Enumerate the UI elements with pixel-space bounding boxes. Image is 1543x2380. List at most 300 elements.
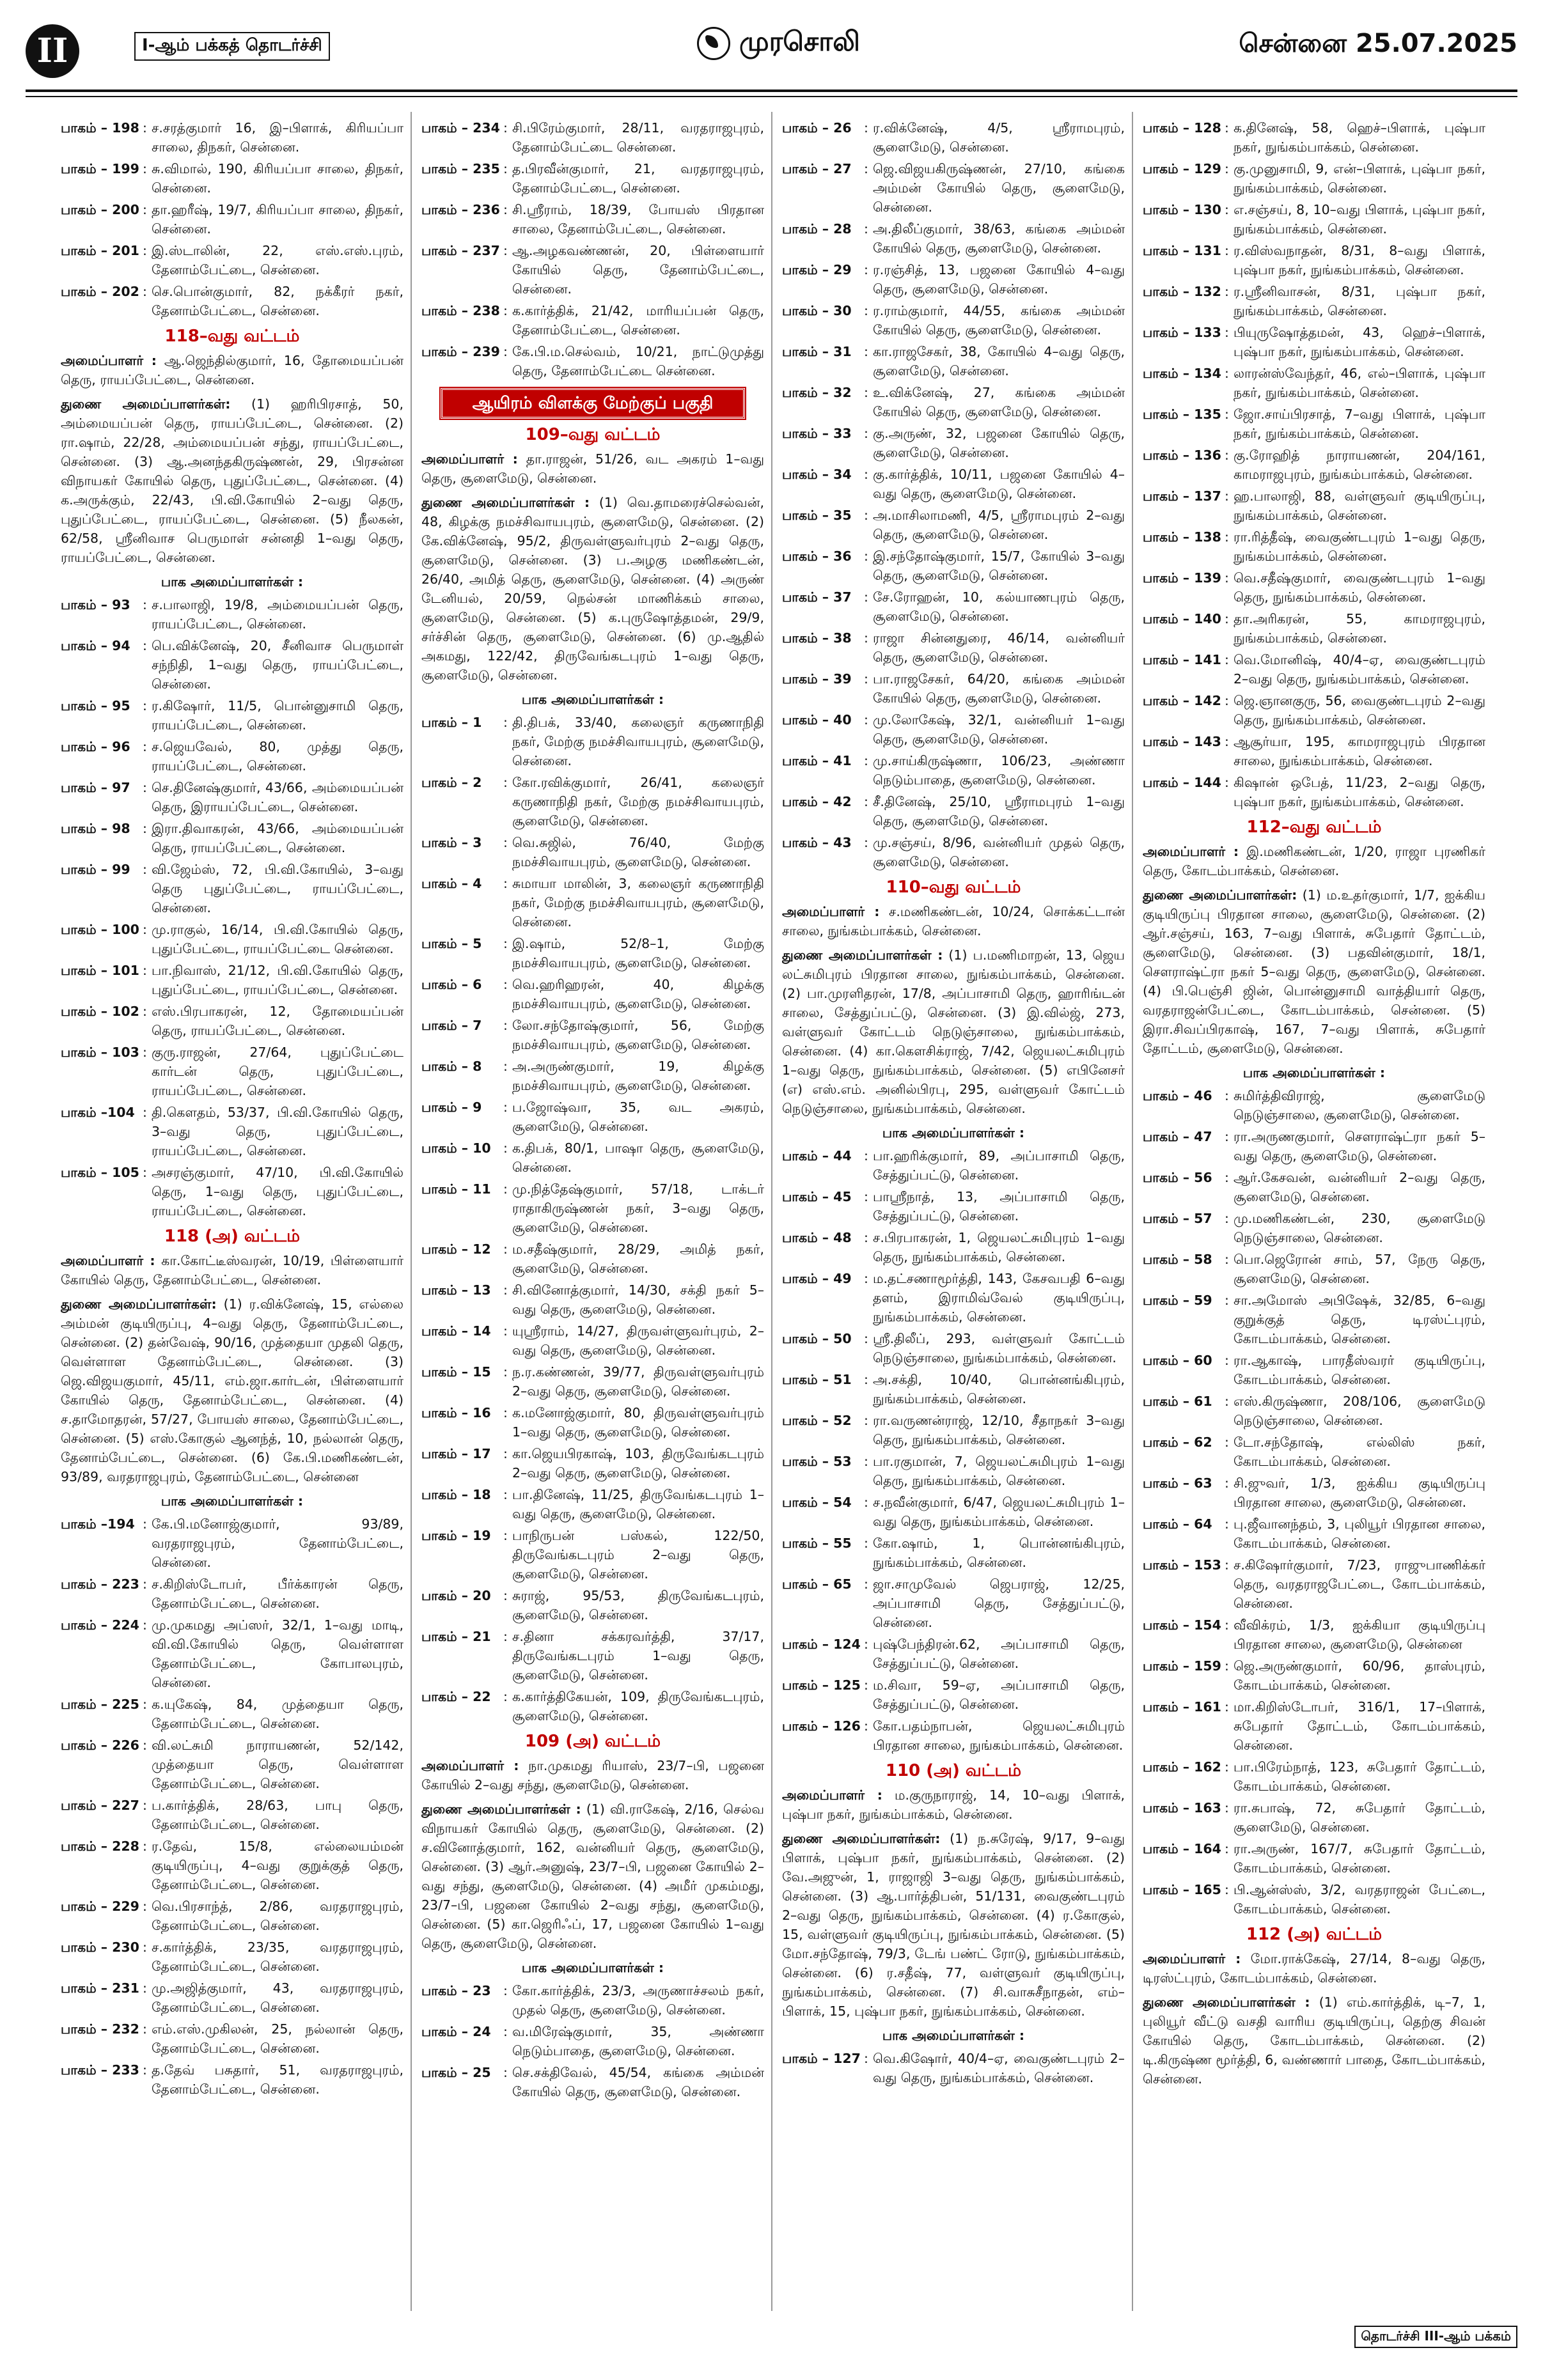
booth-entry	[782, 301, 1125, 339]
booth-organiser: க.யுகேஷ், 84, முத்தையா தெரு, தேனாம்பேட்டை, சென்னை.	[152, 1697, 403, 1731]
booth-entry	[782, 2049, 1125, 2087]
booth-number: பாகம் – 41	[782, 753, 852, 768]
booth-entry	[782, 751, 1125, 789]
booth-number: பாகம் – 30	[782, 303, 852, 318]
booth-entry	[421, 1179, 764, 1237]
organiser-paragraph	[1143, 1949, 1485, 1987]
booth-organiser: மு.லோகேஷ், 32/1, வன்னியர் 1–வது தெரு, சூளைமேடு, சென்னை.	[873, 712, 1125, 747]
booth-number: பாகம் – 162	[1143, 1759, 1221, 1775]
ward-heading: 110 (அ) வட்டம்	[885, 1761, 1022, 1780]
booth-number: பாகம் – 62	[1143, 1435, 1212, 1450]
newspaper-title	[697, 26, 860, 61]
subheading: பாக அமைப்பாளர்கள் :	[882, 2028, 1025, 2043]
separator-colon: :	[864, 1718, 868, 1734]
separator-colon: :	[143, 1738, 147, 1753]
separator-colon: :	[503, 344, 508, 359]
booth-entry	[61, 737, 403, 775]
separator-colon: :	[864, 1637, 868, 1652]
booth-number: பாகம் – 42	[782, 794, 852, 809]
booth-organiser: கு.அருண், 32, பஜனை கோயில் தெரு, சூளைமேடு, சென்னை.	[873, 426, 1125, 460]
separator-colon: :	[143, 1899, 147, 1914]
ward-heading: 112 (அ) வட்டம்	[1246, 1925, 1382, 1944]
organiser-paragraph	[61, 1295, 403, 1486]
booth-organiser: கு.கார்த்திக், 10/11, பஜனை கோயில் 4–வது தெரு, சூளைமேடு, சென்னை.	[873, 467, 1125, 501]
booth-entry	[1143, 1433, 1485, 1471]
booth-organiser: ர.விக்னேஷ், 4/5, ஸ்ரீராமபுரம், சூளைமேடு, சென்னை.	[873, 120, 1125, 155]
booth-number: பாகம் – 161	[1143, 1699, 1221, 1715]
booth-organiser: தி.திபக், 33/40, கலைஞர் கருணாநிதி நகர், மேற்கு நமச்சிவாயபுரம், சூளைமேடு, சென்னை.	[512, 715, 764, 768]
booth-number: பாகம் – 125	[782, 1677, 861, 1693]
booth-number: பாகம் – 239	[421, 344, 500, 359]
booth-organiser: பி.ஆன்ஸ்ஸ், 3/2, வரதராஜன் பேட்டை, கோடம்பாக்கம், சென்னை.	[1234, 1882, 1485, 1917]
booth-entry	[1143, 1250, 1485, 1288]
role-details: (1) வெ.தாமரைச்செல்வன், 48, கிழக்கு நமச்சிவாயபுரம், சூளைமேடு, சென்னை. (2) கே.விக்னேஷ், 95/2, திருவள்ளுவர்புரம் 2–வது தெரு, சூளைமேடு, சென்னை. (3) ப.அழகு மணிகண்டன், 26/40, அமித் தெரு, சூளைமேடு, சென்னை. (4) அருண் டேனியல், 20/59, நெல்சன் மாணிக்கம் சாலை, சூளைமேடு, சென்னை. (5) க.புருஷோத்தமன், 29/9, சர்ச்சின் தெரு, சூளைமேடு, சென்னை. (6) மு.ஆதில் அகமது, 122/42, திருவேங்கடபுரம் 1–வது தெரு, சூளைமேடு, சென்னை.	[421, 495, 764, 683]
booth-organiser: ம.சிவா, 59–ஏ, அப்பாசாமி தெரு, சேத்துப்பட்டு, சென்னை.	[873, 1677, 1125, 1712]
booth-entry	[61, 118, 403, 157]
booth-entry	[782, 424, 1125, 462]
booth-entry	[61, 696, 403, 735]
booth-number: பாகம் – 19	[421, 1528, 491, 1543]
booth-organiser: ஜோ.சாய்பிரசாத், 7–வது பிளாக், புஷ்பா நகர், நுங்கம்பாக்கம், சென்னை.	[1234, 407, 1485, 441]
booth-entry	[61, 1695, 403, 1733]
booth-entry	[421, 833, 764, 871]
booth-entry	[782, 219, 1125, 258]
newspaper-logo-icon	[697, 27, 730, 60]
booth-organiser: மா.கிறிஸ்டோபர், 316/1, 17–பிளாக், சுபேதார் தோட்டம், கோடம்பாக்கம், சென்னை.	[1234, 1699, 1485, 1753]
booth-entry	[782, 260, 1125, 299]
booth-number: பாகம் – 97	[61, 780, 130, 795]
booth-entry	[1143, 241, 1485, 279]
separator-colon: :	[1225, 775, 1229, 790]
booth-entry	[782, 710, 1125, 749]
separator-colon: :	[143, 1045, 147, 1060]
booth-organiser: ஹ.பாலாஜி, 88, வள்ளுவர் குடியிருப்பு, நுங்கம்பாக்கம், சென்னை.	[1234, 488, 1485, 523]
booth-organiser: க.தினேஷ், 58, ஹெச்–பிளாக், புஷ்பா நகர், நுங்கம்பாக்கம், சென்னை.	[1234, 120, 1485, 155]
booth-number: பாகம் – 23	[421, 1983, 491, 1998]
booth-organiser: வ.மிரேஷ்குமார், 35, அண்ணா நெடும்பாதை, சூளைமேடு, சென்னை.	[512, 2024, 764, 2058]
separator-colon: :	[503, 1181, 508, 1197]
separator-colon: :	[1225, 161, 1229, 176]
booth-organiser: எ.சஞ்சய், 8, 10–வது பிளாக், புஷ்பா நகர், நுங்கம்பாக்கம், சென்னை.	[1234, 202, 1485, 237]
role-label: அமைப்பாளர் :	[421, 1758, 519, 1773]
booth-number: பாகம் – 131	[1143, 243, 1221, 258]
separator-colon: :	[1225, 1557, 1229, 1573]
booth-organiser: ப.ஜோஷ்வா, 35, வட அகரம், சூளைமேடு, சென்னை.	[512, 1100, 764, 1134]
booth-number: பாகம் – 46	[1143, 1088, 1212, 1103]
role-details: நா.முகமது ரியாஸ், 23/7–பி, பஜனை கோயில் 2–வது சந்து, சூளைமேடு, சென்னை.	[421, 1758, 764, 1793]
role-details: (1) ப.மணிமாறன், 13, ஜெய லட்சுமிபுரம் பிரதான சாலை, நுங்கம்பாக்கம், சென்னை. (2) பா.முரளிதரன், 17/8, அப்பாசாமி தெரு, ஹாரிங்டன் சாலை, சேத்துப்பட்டு, சென்னை. (3) இ.வில்ஜ், 273, வள்ளுவர் கோட்டம் நெடுஞ்சாலை, நுங்கம்பாக்கம், சென்னை. (4) கா.கௌசிக்ராஜ், 7/42, ஜெயலட்சுமிபுரம் 1–வது தெரு, நுங்கம்பாக்கம், சென்னை. (5) எபினேசர் (எ) எஸ்.எம். அனில்பிரபு, 295, வள்ளுவர் கோட்டம் நெடுஞ்சாலை, நுங்கம்பாக்கம், சென்னை.	[782, 947, 1125, 1116]
booth-entry	[1143, 691, 1485, 729]
booth-entry	[1143, 568, 1485, 607]
booth-entry	[421, 118, 764, 157]
booth-organiser: கோ.கார்த்திக், 23/3, அருணாச்சலம் நகர், முதல் தெரு, சூளைமேடு, சென்னை.	[512, 1983, 764, 2018]
separator-colon: :	[143, 243, 147, 258]
booth-organiser: கிஷான் ஒபேத், 11/23, 2–வது தெரு, புஷ்பா நகர், நுங்கம்பாக்கம், சென்னை.	[1234, 775, 1485, 809]
role-details: (1) ஹரிபிரசாத், 50, அம்மையப்பன் தெரு, ராயப்பேட்டை, சென்னை. (2) ரா.ஷாம், 22/28, அம்மையப்பன் சந்து, ராயப்பேட்டை, சென்னை. (3) ஆ.அனந்தகிருஷ்ணன், 29, பிரசன்ன விநாயகர் கோயில் தெரு, புதுப்பேட்டை, சென்னை. (4) க.அருக்கும், 22/43, பி.வி.கோயில் 2–வது தெரு, புதுப்பேட்டை, ராயப்பேட்டை, சென்னை. (5) நீலகன், 62/58, ஸ்ரீனிவாச பெருமாள் சன்னதி 1–வது தெரு, ராயப்பேட்டை, சென்னை.	[61, 396, 403, 565]
booth-entry	[61, 241, 403, 279]
booth-entry	[1143, 1474, 1485, 1512]
booth-entry	[61, 159, 403, 198]
booth-organiser: உ.விக்னேஷ், 27, கங்கை அம்மன் கோயில் தெரு, சூளைமேடு, சென்னை.	[873, 385, 1125, 419]
booth-organiser: லோ.சந்தோஷ்குமார், 56, மேற்கு நமச்சிவாயபுரம், சூளைமேடு, சென்னை.	[512, 1018, 764, 1052]
role-label: அமைப்பாளர் :	[61, 1253, 155, 1268]
booth-number: பாகம் – 26	[782, 120, 852, 136]
booth-entry	[61, 1043, 403, 1100]
separator-colon: :	[143, 1798, 147, 1813]
booth-number: பாகம் – 32	[782, 385, 852, 400]
booth-entry	[782, 1575, 1125, 1632]
separator-colon: :	[503, 1446, 508, 1461]
booth-entry	[61, 1575, 403, 1613]
booth-organiser: பா.தினேஷ், 11/25, திருவேங்கடபுரம் 1–வது தெரு, சூளைமேடு, சென்னை.	[512, 1487, 764, 1521]
separator-colon: :	[1225, 1658, 1229, 1674]
booth-organiser: வெ.மோனிஷ், 40/4–ஏ, வைகுண்டபுரம் 2–வது தெரு, நுங்கம்பாக்கம், சென்னை.	[1234, 652, 1485, 687]
booth-number: பாகம் – 43	[782, 835, 852, 850]
booth-entry	[61, 1979, 403, 2017]
separator-colon: :	[1225, 1475, 1229, 1491]
separator-colon: :	[143, 1980, 147, 1996]
booth-organiser: ரா.அருண், 167/7, சுபேதார் தோட்டம், கோடம்பாக்கம், சென்னை.	[1234, 1841, 1485, 1876]
booth-organiser: ப.கார்த்திக், 28/63, பாபு தெரு, தேனாம்பேட்டை, சென்னை.	[152, 1798, 403, 1832]
separator-colon: :	[143, 1617, 147, 1633]
booth-entry	[1143, 405, 1485, 443]
booth-entry	[782, 1187, 1125, 1225]
separator-colon: :	[503, 1241, 508, 1257]
booth-organiser: பெ.விக்னேஷ், 20, சீனிவாச பெருமாள் சந்நிதி, 1–வது தெரு, ராயப்பேட்டை, சென்னை.	[152, 638, 403, 692]
booth-number: பாகம் – 126	[782, 1718, 861, 1734]
separator-colon: :	[503, 1364, 508, 1380]
separator-colon: :	[864, 1331, 868, 1346]
separator-colon: :	[1225, 447, 1229, 463]
subheading: பாக அமைப்பாளர்கள் :	[1242, 1065, 1386, 1080]
booth-organiser: ரா.ரித்தீஷ், வைகுண்டபுரம் 1–வது தெரு, நுங்கம்பாக்கம், சென்னை.	[1234, 529, 1485, 564]
separator-colon: :	[1225, 488, 1229, 504]
separator-colon: :	[864, 589, 868, 605]
booth-number: பாகம் – 129	[1143, 161, 1221, 176]
booth-number: பாகம் – 103	[61, 1045, 139, 1060]
separator-colon: :	[864, 221, 868, 237]
booth-organiser: பாநிருபன் பஸ்கல், 122/50, திருவேங்கடபுரம் 2–வது தெரு, சூளைமேடு, சென்னை.	[512, 1528, 764, 1582]
booth-entry	[421, 1016, 764, 1054]
booth-entry	[421, 713, 764, 770]
separator-colon: :	[503, 161, 508, 176]
ward-heading: 109 (அ) வட்டம்	[524, 1732, 661, 1751]
booth-number: பாகம் – 159	[1143, 1658, 1221, 1674]
booth-organiser: லாரன்ஸ்வேந்தர், 46, எல்–பிளாக், புஷ்பா நகர், நுங்கம்பாக்கம், சென்னை.	[1234, 366, 1485, 400]
booth-number: பாகம் – 138	[1143, 529, 1221, 545]
booth-organiser: ச.நவீன்குமார், 6/47, ஜெயலட்சுமிபுரம் 1–வது தெரு, நுங்கம்பாக்கம், சென்னை.	[873, 1495, 1125, 1529]
booth-entry	[1143, 159, 1485, 198]
booth-number: பாகம் – 142	[1143, 693, 1221, 708]
booth-organiser: டோ.சந்தோஷ், எல்லிஸ் நகர், கோடம்பாக்கம், சென்னை.	[1234, 1435, 1485, 1469]
separator-colon: :	[1225, 120, 1229, 136]
booth-organiser: சுமாயா மாலின், 3, கலைஞர் கருணாநிதி நகர், மேற்கு நமச்சிவாயபுரம், சூளைமேடு, சென்னை.	[512, 876, 764, 929]
booth-entry	[1143, 732, 1485, 770]
booth-number: பாகம் – 65	[782, 1576, 852, 1592]
booth-organiser: சே.ரோஹன், 10, கல்யாணபுரம் தெரு, சூளைமேடு, சென்னை.	[873, 589, 1125, 624]
booth-entry	[61, 1615, 403, 1692]
booth-entry	[421, 975, 764, 1013]
separator-colon: :	[864, 1230, 868, 1245]
booth-number: பாகம் – 33	[782, 426, 852, 441]
column-2	[421, 118, 764, 2298]
booth-number: பாகம் – 101	[61, 963, 139, 978]
booth-organiser: வி.ஜேம்ஸ், 72, பி.வி.கோயில், 3–வது தெரு புதுப்பேட்டை, ராயப்பேட்டை, சென்னை.	[152, 862, 403, 915]
separator-colon: :	[143, 1576, 147, 1592]
separator-colon: :	[1225, 1759, 1229, 1775]
booth-entry	[782, 1329, 1125, 1367]
separator-colon: :	[503, 835, 508, 850]
role-details: (1) ந.சுரேஷ், 9/17, 9–வது பிளாக், புஷ்பா நகர், நுங்கம்பாக்கம், சென்னை. (2) வே.அஜுன், 1, ராஜாஜி 3–வது தெரு, நுங்கம்பாக்கம், சென்னை. (3) ஆ.பார்த்திபன், 51/131, வைகுண்டபுரம் 2–வது தெரு, நுங்கம்பாக்கம், சென்னை. (4) ர.கோகுல், 15, வள்ளுவர் குடியிருப்பு, நுங்கம்பாக்கம், சென்னை. (5) மோ.சந்தோஷ், 79/3, டேங் பண்ட் ரோடு, நுங்கம்பாக்கம், சென்னை. (6) ர.சதீஷ், 77, வள்ளுவர் குடியிருப்பு, நுங்கம்பாக்கம், சென்னை. (7) சி.வாசுசீநாதன், எம்–பிளாக், 15, புஷ்பா நகர், நுங்கம்பாக்கம், சென்னை.	[782, 1831, 1125, 2019]
booth-entry	[1143, 1656, 1485, 1695]
booth-organiser: தா.அரிகரன், 55, காமராஜபுரம், நுங்கம்பாக்கம், சென்னை.	[1234, 611, 1485, 646]
booth-number: பாகம் – 100	[61, 922, 139, 937]
separator-colon: :	[143, 638, 147, 653]
booth-entry	[782, 792, 1125, 830]
separator-colon: :	[503, 1323, 508, 1339]
booth-organiser: வெ.ஹரிஹரன், 40, கிழக்கு நமச்சிவாயபுரம், சூளைமேடு, சென்னை.	[512, 977, 764, 1011]
booth-organiser: சீ.தினேஷ், 25/10, ஸ்ரீராமபுரம் 1–வது தெரு, சூளைமேடு, சென்னை.	[873, 794, 1125, 828]
booth-number: பாகம் – 21	[421, 1629, 491, 1644]
booth-entry	[1143, 1291, 1485, 1348]
booth-entry	[61, 1163, 403, 1220]
booth-entry	[61, 860, 403, 917]
booth-number: பாகம் – 9	[421, 1100, 482, 1115]
separator-colon: :	[503, 202, 508, 217]
booth-organiser: ச.கிறிஸ்டோபர், பீர்க்காரன் தெரு, தேனாம்பேட்டை, சென்னை.	[152, 1576, 403, 1611]
booth-number: பாகம் – 137	[1143, 488, 1221, 504]
booth-organiser: கோ.ரவிக்குமார், 26/41, கலைஞர் கருணாநிதி நகர், மேற்கு நமச்சிவாயபுரம், சூளைமேடு, சென்னை.	[512, 775, 764, 828]
booth-number: பாகம் – 154	[1143, 1617, 1221, 1633]
booth-number: பாகம் – 10	[421, 1140, 491, 1156]
booth-entry	[61, 778, 403, 816]
booth-number: பாகம் – 50	[782, 1331, 852, 1346]
separator-colon: :	[143, 1004, 147, 1019]
separator-colon: :	[864, 120, 868, 136]
separator-colon: :	[864, 2051, 868, 2066]
booth-organiser: இ.ஸ்டாலின், 22, எஸ்.எஸ்.புரம், தேனாம்பேட்டை, சென்னை.	[152, 243, 403, 277]
booth-number: பாகம் – 165	[1143, 1882, 1221, 1897]
separator-colon: :	[864, 1271, 868, 1286]
booth-number: பாகம் – 94	[61, 638, 130, 653]
separator-colon: :	[1225, 1435, 1229, 1450]
separator-colon: :	[864, 835, 868, 850]
booth-organiser: பா.நிவாஸ், 21/12, பி.வி.கோயில் தெரு, புதுப்பேட்டை, ராயப்பேட்டை, சென்னை.	[152, 963, 403, 997]
booth-number: பாகம் – 17	[421, 1446, 491, 1461]
page-number: II	[26, 24, 79, 78]
booth-organiser: மு.அஜித்குமார், 43, வரதராஜபுரம், தேனாம்பேட்டை, சென்னை.	[152, 1980, 403, 2015]
booth-organiser: அ.அருண்குமார், 19, கிழக்கு நமச்சிவாயபுரம், சூளைமேடு, சென்னை.	[512, 1059, 764, 1093]
booth-organiser: பா.ஹரிக்குமார், 89, அப்பாசாமி தெரு, சேத்துப்பட்டு, சென்னை.	[873, 1148, 1125, 1183]
booth-organiser: சி.பிரேம்குமார், 28/11, வரதராஜபுரம், தேனாம்பேட்டை சென்னை.	[512, 120, 764, 155]
role-details: (1) வி.ராகேஷ், 2/16, செல்வ விநாயகர் கோயில் தெரு, சூளைமேடு, சென்னை. (2) ச.வினோத்குமார், 162, வன்னியர் தெரு, சூளைமேடு, சென்னை. (3) ஆர்.அனுஷ், 23/7–பி, பஜனை கோயில் 2–வது சந்து, சூளைமேடு, சென்னை. (4) அமீர் முகம்மது, 23/7–பி, பஜனை கோயில் 2–வது சந்து, சூளைமேடு, சென்னை. (5) கா.ஜெரிஃப், 17, பஜனை கோயில் 1–வது தெரு, சூளைமேடு, சென்னை.	[421, 1801, 764, 1951]
booth-entry	[421, 2022, 764, 2060]
booth-organiser: ஜெ.அருண்குமார், 60/96, தாஸ்புரம், கோடம்பாக்கம், சென்னை.	[1234, 1658, 1485, 1693]
role-label: துணை அமைப்பாளர்கள்:	[61, 1296, 217, 1312]
booth-number: பாகம் – 22	[421, 1689, 491, 1704]
booth-organiser: சா.அமோஸ் அபிஷேக், 32/85, 6–வது குறுக்குத் தெரு, டிரஸ்ட்புரம், கோடம்பாக்கம், சென்னை.	[1234, 1293, 1485, 1346]
role-details: (1) ம.உதர்குமார், 1/7, ஐக்கிய குடியிருப்பு பிரதான சாலை, சூளைமேடு, சென்னை. (2) ஆர்.சஞ்சய், 163, 7–வது பிளாக், சுபேதார் தோட்டம், சூளைமேடு, சென்னை. (3) பதவின்குமார், 18/1, சௌராஷ்ட்ரா நகர் 5–வது தெரு, சூளைமேடு, சென்னை. (4) பி.பெஞ்சி ஜின், பொன்னுசாமி வாத்தியார் தெரு, வரதராஜன்பேட்டை, கோடம்பாக்கம், சென்னை. (5) இரா.சிவப்பிரகாஷ், 167, 7–வது பிளாக், சுபேதார் தோட்டம், சூளைமேடு, சென்னை.	[1143, 887, 1485, 1056]
booth-organiser: ராஜா சின்னதுரை, 46/14, வன்னியர் தெரு, சூளைமேடு, சென்னை.	[873, 630, 1125, 665]
role-label: துணை அமைப்பாளர்கள்:	[1143, 887, 1297, 903]
separator-colon: :	[1225, 1088, 1229, 1103]
booth-organiser: ச.சரத்குமார் 16, இ–பிளாக், கிரியப்பா சாலை, திநகர், சென்னை.	[152, 120, 403, 155]
booth-organiser: சுமிர்த்திவிராஜ், சூளைமேடு நெடுஞ்சாலை, சூளைமேடு, சென்னை.	[1234, 1088, 1485, 1123]
booth-number: பாகம் – 93	[61, 597, 130, 612]
separator-colon: :	[864, 630, 868, 646]
newspaper-name: முரசொலி	[739, 26, 860, 57]
separator-colon: :	[503, 1018, 508, 1033]
separator-colon: :	[503, 1588, 508, 1603]
booth-number: பாகம் – 140	[1143, 611, 1221, 626]
booth-entry	[782, 1146, 1125, 1185]
role-label: துணை அமைப்பாளர்கள் :	[782, 947, 943, 963]
booth-entry	[782, 628, 1125, 667]
booth-number: பாகம் – 95	[61, 698, 130, 713]
booth-number: பாகம் – 201	[61, 243, 139, 258]
booth-number: பாகம் – 227	[61, 1798, 139, 1813]
booth-entry	[1143, 1351, 1485, 1389]
booth-number: பாகம் – 135	[1143, 407, 1221, 422]
separator-colon: :	[503, 1629, 508, 1644]
organiser-paragraph	[782, 902, 1125, 940]
booth-organiser: வெ.கிஷோர், 40/4–ஏ, வைகுண்டபுரம் 2–வது தெரு, நுங்கம்பாக்கம், சென்னை.	[873, 2051, 1125, 2085]
booth-entry	[1143, 1757, 1485, 1796]
separator-colon: :	[143, 284, 147, 299]
booth-entry	[782, 1716, 1125, 1755]
role-details: கா.கோட்டீஸ்வரன், 10/19, பிள்ளையார் கோயில் தெரு, தேனாம்பேட்டை, சென்னை.	[61, 1253, 403, 1287]
booth-number: பாகம் – 6	[421, 977, 482, 992]
booth-number: பாகம் – 25	[421, 2065, 491, 2080]
organiser-paragraph	[421, 1800, 764, 1953]
separator-colon: :	[503, 977, 508, 992]
booth-number: பாகம் – 36	[782, 548, 852, 564]
booth-entry	[782, 1370, 1125, 1408]
organiser-paragraph	[421, 493, 764, 685]
booth-entry	[1143, 282, 1485, 320]
booth-entry	[1143, 364, 1485, 402]
booth-entry	[421, 1687, 764, 1725]
booth-organiser: இரா.திவாகரன், 43/66, அம்மையப்பன் தெரு, ராயப்பேட்டை, சென்னை.	[152, 821, 403, 855]
booth-entry	[61, 282, 403, 320]
separator-colon: :	[864, 1413, 868, 1428]
booth-number: பாகம் – 128	[1143, 120, 1221, 136]
booth-entry	[1143, 1514, 1485, 1553]
separator-colon: :	[143, 821, 147, 836]
booth-number: பாகம் – 28	[782, 221, 852, 237]
booth-organiser: இ.சந்தோஷ்குமார், 15/7, கோயில் 3–வது தெரு, சூளைமேடு, சென்னை.	[873, 548, 1125, 583]
booth-entry	[421, 773, 764, 830]
booth-entry	[782, 1228, 1125, 1266]
booth-organiser: ந.ர.கண்ணன், 39/77, திருவள்ளுவர்புரம் 2–வது தெரு, சூளைமேடு, சென்னை.	[512, 1364, 764, 1399]
separator-colon: :	[143, 739, 147, 754]
separator-colon: :	[143, 2021, 147, 2037]
booth-number: பாகம் – 47	[1143, 1129, 1212, 1144]
booth-organiser: கு.முனுசாமி, 9, என்–பிளாக், புஷ்பா நகர், நுங்கம்பாக்கம், சென்னை.	[1234, 161, 1485, 196]
role-details: தா.ராஜன், 51/26, வட அகரம் 1–வது தெரு, சூளைமேடு, சென்னை.	[421, 451, 764, 486]
role-label: அமைப்பாளர் :	[61, 353, 157, 368]
booth-entry	[421, 1321, 764, 1360]
booth-number: பாகம் – 199	[61, 161, 139, 176]
booth-number: பாகம் – 105	[61, 1165, 139, 1180]
booth-entry	[782, 118, 1125, 157]
booth-entry	[61, 961, 403, 999]
booth-organiser: சி.வினோத்குமார், 14/30, சக்தி நகர் 5–வது தெரு, சூளைமேடு, சென்னை.	[512, 1282, 764, 1317]
booth-entry	[1143, 1798, 1485, 1837]
booth-organiser: இ.ஷாம், 52/8–1, மேற்கு நமச்சிவாயபுரம், சூளைமேடு, சென்னை.	[512, 936, 764, 970]
separator-colon: :	[503, 1405, 508, 1420]
booth-organiser: ஜெ.விஜயகிருஷ்ணன், 27/10, கங்கை அம்மன் கோயில் தெரு, சூளைமேடு, சென்னை.	[873, 161, 1125, 215]
ward-heading: 118 (அ) வட்டம்	[164, 1227, 301, 1246]
booth-number: பாகம் –104	[61, 1105, 135, 1120]
booth-organiser: பொ.ஜெரோன் சாம், 57, நேரு தெரு, சூளைமேடு, சென்னை.	[1234, 1252, 1485, 1286]
booth-organiser: ஸ்ரீ.திலீப், 293, வள்ளுவர் கோட்டம் நெடுஞ்சாலை, நுங்கம்பாக்கம், சென்னை.	[873, 1331, 1125, 1365]
booth-number: பாகம் – 44	[782, 1148, 852, 1163]
booth-number: பாகம் – 48	[782, 1230, 852, 1245]
organiser-paragraph	[1143, 842, 1485, 880]
booth-entry	[782, 159, 1125, 217]
booth-number: பாகம் – 57	[1143, 1211, 1212, 1226]
column-1	[61, 118, 403, 2298]
booth-entry	[782, 506, 1125, 544]
booth-organiser: சி.ஸ்ரீராம், 18/39, போயஸ் பிரதான சாலை, தேனாம்பேட்டை, சென்னை.	[512, 202, 764, 237]
separator-colon: :	[864, 161, 868, 176]
booth-number: பாகம் – 133	[1143, 325, 1221, 340]
separator-colon: :	[503, 1282, 508, 1298]
booth-organiser: க.கார்த்திகேயன், 109, திருவேங்கடபுரம், சூளைமேடு, சென்னை.	[512, 1689, 764, 1723]
continued-to-label: தொடர்ச்சி III-ஆம் பக்கம்	[1354, 2326, 1517, 2348]
booth-organiser: கோ.ஷாம், 1, பொன்னங்கிபுரம், நுங்கம்பாக்கம், சென்னை.	[873, 1536, 1125, 1570]
booth-number: பாகம் – 27	[782, 161, 852, 176]
ward-heading: 109–வது வட்டம்	[525, 425, 661, 444]
booth-number: பாகம் – 144	[1143, 775, 1221, 790]
booth-entry	[1143, 1392, 1485, 1430]
booth-organiser: எஸ்.பிரபாகரன், 12, தோமையப்பன் தெரு, ராயப்பேட்டை, சென்னை.	[152, 1004, 403, 1038]
booth-number: பாகம் – 16	[421, 1405, 491, 1420]
booth-entry	[782, 833, 1125, 871]
booth-entry	[1143, 1839, 1485, 1878]
booth-organiser: ஆசூர்யா, 195, காமராஜபுரம் பிரதான சாலை, நுங்கம்பாக்கம், சென்னை.	[1234, 734, 1485, 768]
booth-number: பாகம் – 202	[61, 284, 139, 299]
booth-entry	[782, 383, 1125, 421]
role-details: ச.மணிகண்டன், 10/24, சொக்கட்டான் சாலை, நுங்கம்பாக்கம், சென்னை.	[782, 904, 1125, 938]
column-divider	[411, 112, 412, 2311]
booth-entry	[61, 595, 403, 634]
booth-organiser: அசரஞ்குமார், 47/10, பி.வி.கோயில் தெரு, 1–வது தெரு, புதுப்பேட்டை, ராயப்பேட்டை, சென்னை.	[152, 1165, 403, 1218]
separator-colon: :	[864, 1576, 868, 1592]
role-details: ஆ.ஜெந்தில்குமார், 16, தோமையப்பன் தெரு, ராயப்பேட்டை, சென்னை.	[61, 353, 403, 387]
booth-organiser: ச.ஜெயவேல், 80, முத்து தெரு, ராயப்பேட்டை, சென்னை.	[152, 739, 403, 774]
booth-number: பாகம் – 60	[1143, 1353, 1212, 1368]
booth-entry	[1143, 650, 1485, 688]
booth-organiser: பியுருஷோத்தமன், 43, ஹெச்–பிளாக், புஷ்பா நகர், நுங்கம்பாக்கம், சென்னை.	[1234, 325, 1485, 359]
separator-colon: :	[143, 202, 147, 217]
role-details: ம.குருநாராஜ், 14, 10–வது பிளாக், புஷ்பா நகர், நுங்கம்பாக்கம், சென்னை.	[782, 1787, 1125, 1822]
booth-number: பாகம் – 35	[782, 508, 852, 523]
booth-number: பாகம் – 34	[782, 467, 852, 482]
role-details: மோ.ராக்கேஷ், 27/14, 8–வது தெரு, டிரஸ்ட்புரம், கோடம்பாக்கம், சென்னை.	[1143, 1951, 1485, 1986]
booth-entry	[61, 1002, 403, 1040]
booth-organiser: வெ.சதீஷ்குமார், வைகுண்டபுரம் 1–வது தெரு, நுங்கம்பாக்கம், சென்னை.	[1234, 570, 1485, 605]
booth-entry	[421, 301, 764, 339]
booth-number: பாகம் – 231	[61, 1980, 139, 1996]
booth-number: பாகம் – 11	[421, 1181, 491, 1197]
booth-number: பாகம் – 139	[1143, 570, 1221, 586]
separator-colon: :	[864, 1372, 868, 1387]
separator-colon: :	[864, 671, 868, 687]
role-details: (1) எம்.கார்த்திக், டி–7, 1, புலியூர் வீட்டு வசதி வாரிய குடியிருப்பு, தெற்கு சிவன் கோயில் தெரு, கோடம்பாக்கம், சென்னை. (2) டி.கிருஷ்ண மூர்த்தி, 6, வண்ணார் பாதை, கோடம்பாக்கம், சென்னை.	[1143, 1995, 1485, 2087]
booth-entry	[782, 1411, 1125, 1449]
